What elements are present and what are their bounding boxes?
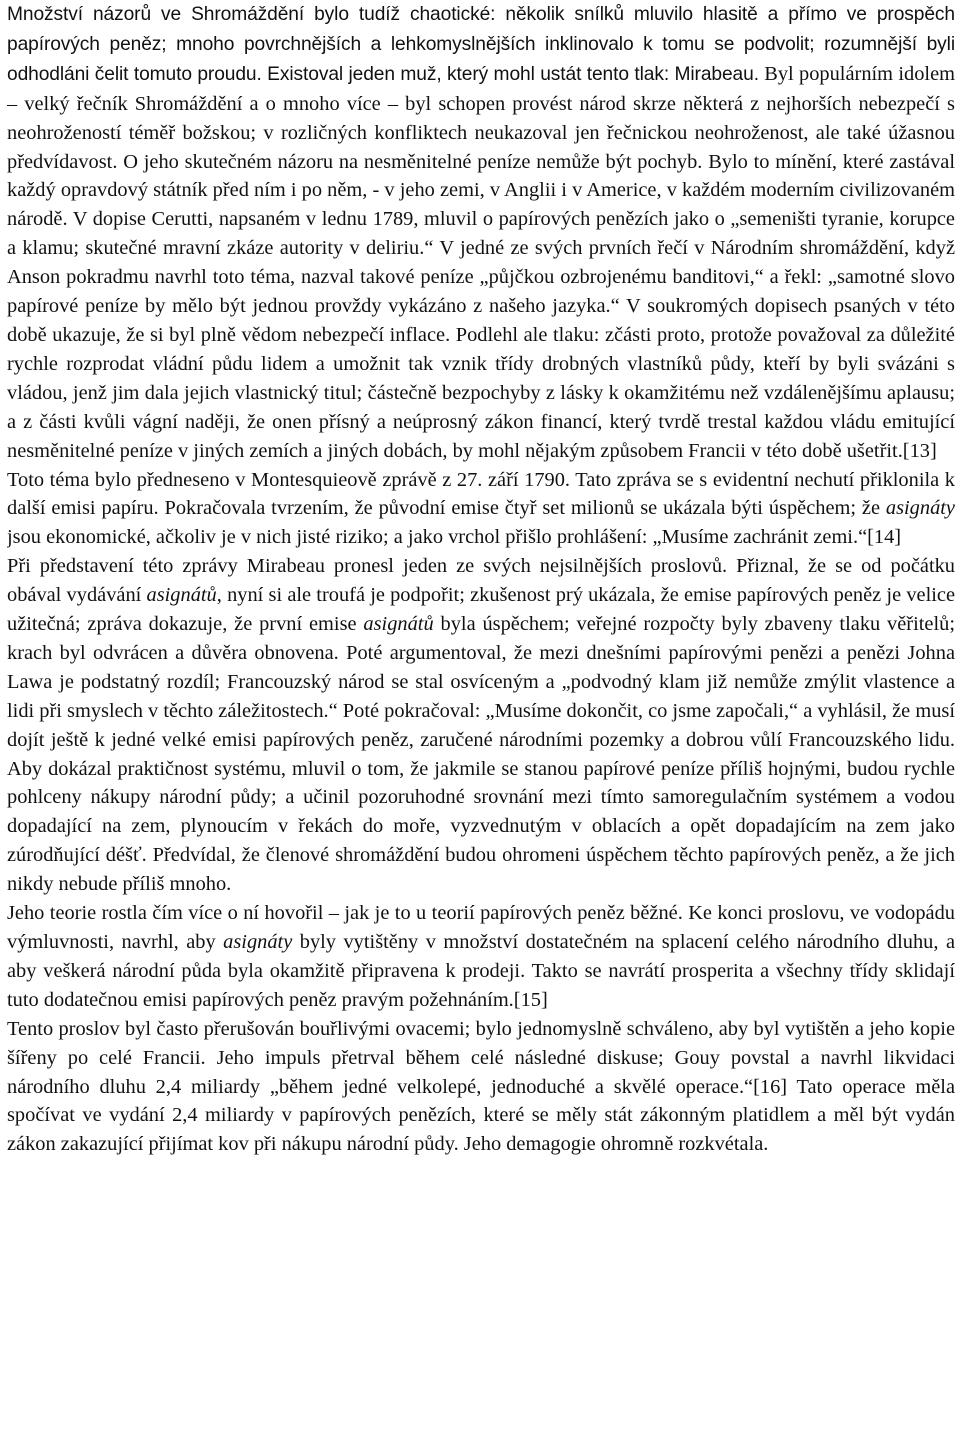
paragraph — [7, 0, 955, 466]
emphasis-text: asignáty — [885, 497, 955, 520]
text-segment: byla úspěchem; veřejné rozpočty byly zbaveny tlaku věřitelů; krach byl odvrácen a důvěra obnovena. Poté argumentoval, že mezi dnešními papírovými penězi a penězi Johna Lawa je podstatný rozdíl; Francouzský národ se stal osvíceným a „podvodný klam již nemůže zmýlit vlastence a lidi při smyslech v těchto záležitostech.“ Poté pokračoval: „Musíme dokončit, co jsme započali,“ a vyhlásil, že musí dojít ještě k jedné velké emisi papírových peněz, zaručené národními pozemky a dobrou vůlí Francouzského lidu. Aby dokázal praktičnost systému, mluvil o tom, že jakmile se stanou papírové peníze příliš hojnými, budou rychle pohlceny nákupy národní půdy; a učinil pozoruhodné srovnání mezi tímto samoregulačním systémem a vodou dopadající na zem, plynoucím v řekách do moře, vyzvednutým v oblacích a opět dopadajícím na zem jako zúrodňující déšť. Předvídal, že členové shromáždění budou ohromeni úspěchem těchto papírových peněz, a že jich nikdy nebude příliš mnoho. — [7, 613, 955, 896]
text-segment: Jeho teorie rostla čím více o ní hovořil – jak je to u teorií papírových peněz běžné. Ke konci proslovu, ve vodopádu výmluvnosti, navrhl, aby — [7, 902, 955, 953]
text-segment: , nyní si ale troufá je podpořit; zkušenost prý ukázala, že emise papírových peněz je velice užitečná; zpráva dokazuje, že první emise — [7, 584, 955, 636]
text-segment: Tento proslov byl často přerušován bouřlivými ovacemi; bylo jednomyslně schváleno, aby byl vytištěn a jeho kopie šířeny po celé Francii. Jeho impuls přetrval během celé následné diskuse; Gouy povstal a navrhl likvidaci národního dluhu 2,4 miliardy „během jedné velkolepé, jednoduché a skvělé operace.“[16] Tato operace měla spočívat ve vydání 2,4 miliardy v papírových penězích, které se měly stát zákonným platidlem a měl být vydán zákon zakazující přijímat kov při nákupu národní půdy. Jeho demagogie ohromně rozkvétala. — [7, 1017, 955, 1156]
paragraph — [7, 552, 955, 899]
paragraph — [7, 1015, 955, 1160]
text-segment: Při představení této zprávy Mirabeau pronesl jeden ze svých nejsilnějších proslovů. Přiznal, že se od počátku obával vydávání — [7, 555, 955, 607]
document-page — [7, 0, 955, 1448]
emphasis-text: asignátů — [363, 613, 434, 636]
emphasis-text: asignátů — [146, 584, 217, 607]
text-segment: byly vytištěny v množství dostatečném na splacení celého národního dluhu, a aby veškerá národní půda byla okamžitě připravena k prodeji. Takto se navrátí prosperita a všechny třídy sklidají tuto dodatečnou emisi papírových peněz pravým požehnáním.[15] — [7, 931, 955, 1011]
text-segment: Byl populárním idolem – velký řečník Shromáždění a o mnoho více – byl schopen provést národ skrze některá z nejhorších nebezpečí s neohrožeností téměř božskou; v rozličných konfliktech neukazoval jen řečnickou neohroženost, ale také úžasnou předvídavost. O jeho skutečném názoru na nesměnitelné peníze nemůže být pochyb. Bylo to mínění, které zastával každý opravdový státník před ním i po něm, - v jeho zemi, v Anglii i v Americe, v každém moderním civilizovaném národě. V dopise Cerutti, napsaném v lednu 1789, mluvil o papírových penězích jako o „semeništi tyranie, korupce a klamu; skutečné mravní zkáze autority v deliriu.“ V jedné ze svých prvních řečí v Národním shromáždění, když Anson pokradmu navrhl toto téma, nazval takové peníze „půjčkou ozbrojenému banditovi,“ a řekl: „samotné slovo papírové peníze by mělo být jednou provždy vykázáno z našeho jazyka.“ V soukromých dopisech psaných v této době ukazuje, že si byl plně vědom nebezpečí inflace. Podlehl ale tlaku: zčásti proto, protože považoval za důležité rychle rozprodat vládní půdu lidem a umožnit tak vznik třídy drobných vlastníků půdy, kteří by byli svázáni s vládou, jenž jim dala jejich vlastnický titul; částečně bezpochyby z lásky k okamžitému než vzdálenějšímu aplausu; a z části kvůli vágní naději, že onen přísný a neúprosný zákon financí, který tvrdě trestal každou vládu emitující nesměnitelné peníze v jiných zemích a jiných dobách, by mohl nějakým způsobem Francii v této době ušetřit.[13] — [7, 62, 955, 462]
text-segment: jsou ekonomické, ačkoliv je v nich jisté riziko; a jako vrchol přišlo prohlášení: „Musíme zachránit zemi.“[14] — [7, 526, 902, 549]
text-segment: Množství názorů ve Shromáždění bylo tudíž chaotické: několik snílků mluvilo hlasitě a přímo ve prospěch papírových peněz; mnoho povrchnějších a lehkomyslnějších inklinovalo k tomu se podvolit; rozumnější byli odhodláni čelit tomuto proudu. Existoval jeden muž, který mohl ustát tento tlak: Mirabeau. — [7, 4, 955, 85]
paragraph — [7, 466, 955, 553]
paragraph — [7, 899, 955, 1015]
emphasis-text: asignáty — [223, 931, 293, 953]
text-segment: Toto téma bylo předneseno v Montesquieově zprávě z 27. září 1790. Tato zpráva se s evidentní nechutí přiklonila k další emisi papíru. Pokračovala tvrzením, že původní emise čtyř set milionů se ukázala býti úspěchem; že — [7, 468, 955, 520]
